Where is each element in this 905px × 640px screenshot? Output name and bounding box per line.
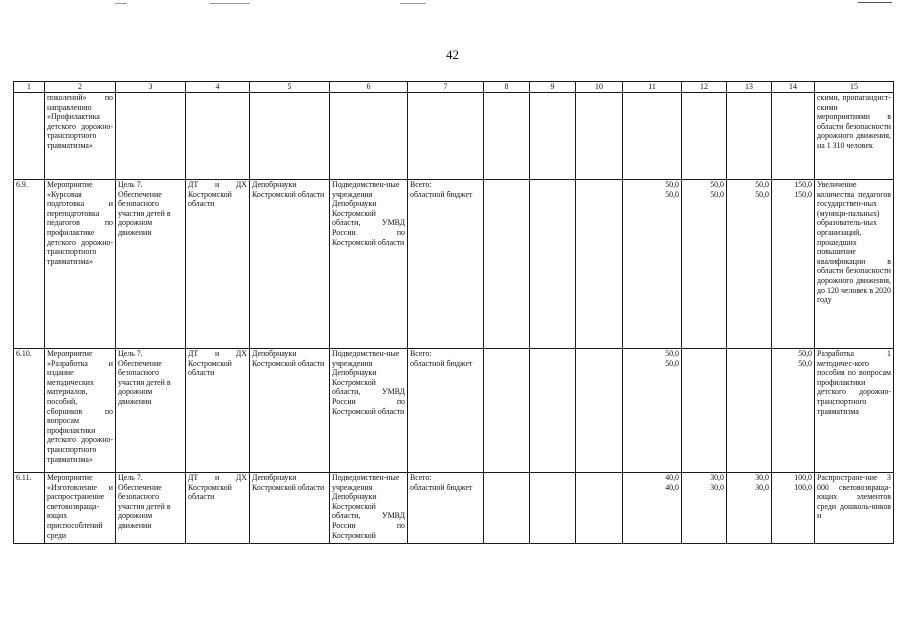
column-header: 2 <box>45 82 116 93</box>
cell-executor: Депобрнауки Костромской области <box>250 473 330 544</box>
cell-year <box>727 93 772 180</box>
cell-result: Увеличение количества педагогов государствен-ных (муници-пальных) образователь-ных организаций, прошедших повышение квалификации в области безопасности дорожного движения, до 120 человек в 2020 году <box>815 180 894 349</box>
cell-event: поколений» по направлению «Профилактика детского дорожно-транспортного травматизма» <box>45 93 116 180</box>
cell-result: скими, пропагандист-скими мероприятиями в области безопасности дорожного движения, на 1 310 человек <box>815 93 894 180</box>
cell-event: Мероприятие «Разработка и издание методических материалов, пособий, сборников по вопросам профилактики детского дорожно-транспортного травматизма» <box>45 349 116 473</box>
page-number: 42 <box>446 47 459 62</box>
cell-partner: Подведомствен-ные учреждения Депобрнауки Костромской области, УМВД России по Костромской <box>330 473 408 544</box>
table-row <box>14 473 894 544</box>
cell-executor <box>250 93 330 180</box>
cell-coordinator: ДТ и ДХ Костромской области <box>186 180 250 349</box>
cell-year <box>530 349 576 473</box>
column-header: 12 <box>682 82 727 93</box>
source-total-label: Всего: <box>410 180 432 189</box>
column-header: 13 <box>727 82 772 93</box>
cell-year <box>682 180 727 349</box>
cell-year <box>530 93 576 180</box>
cell-num: 6.11. <box>14 473 45 544</box>
cell-num: 6.10. <box>14 349 45 473</box>
column-header: 8 <box>484 82 530 93</box>
cell-partner <box>330 93 408 180</box>
cell-year <box>576 93 623 180</box>
value-total: 50,0 <box>755 180 769 189</box>
value-budget: 50,0 <box>798 358 812 368</box>
cell-year <box>623 349 682 473</box>
cell-year <box>484 180 530 349</box>
cell-total <box>772 93 815 180</box>
header-row <box>14 82 894 93</box>
cell-total <box>772 473 815 544</box>
cell-goal: Цель 7. Обеспечение безопасного участия детей в дорожном движении <box>116 349 186 473</box>
table-row <box>14 180 894 349</box>
value-total: 30,0 <box>710 473 724 482</box>
source-total-label: Всего: <box>410 473 432 482</box>
cell-year <box>484 93 530 180</box>
cell-year <box>727 349 772 473</box>
cell-total <box>772 180 815 349</box>
cell-goal: Цель 7. Обеспечение безопасного участия детей в дорожном движении <box>116 473 186 544</box>
cell-year <box>484 473 530 544</box>
cell-year <box>530 180 576 349</box>
source-budget-label: областной бюджет <box>410 189 473 199</box>
cell-event: Мероприятие «Курсовая подготовка и переподготовка педагогов по профилактике детского дорожно-транспортного травматизма» <box>45 180 116 349</box>
cell-source <box>408 473 484 544</box>
value-total: 50,0 <box>798 349 812 358</box>
cell-year <box>682 473 727 544</box>
cell-year <box>530 473 576 544</box>
cell-year <box>727 473 772 544</box>
column-header: 11 <box>623 82 682 93</box>
scan-mark <box>858 2 892 3</box>
column-header: 6 <box>330 82 408 93</box>
value-budget: 150,0 <box>794 189 812 199</box>
source-budget-label: областной бюджет <box>410 482 473 492</box>
value-budget: 30,0 <box>710 482 724 492</box>
cell-result: Разработка 1 методичес-кого пособия по вопросам профилактики детского дорожно-транспортного травматизма <box>815 349 894 473</box>
scan-mark <box>210 3 250 4</box>
cell-year <box>682 93 727 180</box>
cell-year <box>727 180 772 349</box>
column-header: 1 <box>14 82 45 93</box>
cell-partner: Подведомствен-ные учреждения Депобрнауки Костромской области, УМВД России по Костромской области <box>330 180 408 349</box>
cell-result: Распростране-ние 3 000 световозвраща-ющих элементов среди дошколь-ников и <box>815 473 894 544</box>
cell-year <box>484 349 530 473</box>
source-total-label: Всего: <box>410 349 432 358</box>
cell-year <box>623 180 682 349</box>
cell-event: Мероприятие «Изготовление и распространение световозвраща-ющих приспособлений среди <box>45 473 116 544</box>
value-total: 100,0 <box>794 473 812 482</box>
value-budget: 30,0 <box>755 482 769 492</box>
value-total: 50,0 <box>665 349 679 358</box>
value-total: 40,0 <box>665 473 679 482</box>
value-budget: 50,0 <box>755 189 769 199</box>
scan-mark <box>400 3 426 4</box>
value-total: 50,0 <box>710 180 724 189</box>
value-total: 50,0 <box>665 180 679 189</box>
cell-executor: Депобрнауки Костромской области <box>250 349 330 473</box>
column-header: 9 <box>530 82 576 93</box>
cell-goal <box>116 93 186 180</box>
source-budget-label: областной бюджет <box>410 358 473 368</box>
value-budget: 50,0 <box>665 189 679 199</box>
value-total: 30,0 <box>755 473 769 482</box>
cell-year <box>623 93 682 180</box>
column-header: 14 <box>772 82 815 93</box>
table-row-continuation <box>14 93 894 180</box>
column-header: 7 <box>408 82 484 93</box>
value-budget: 40,0 <box>665 482 679 492</box>
column-header: 5 <box>250 82 330 93</box>
scan-mark <box>115 3 127 4</box>
cell-year <box>576 180 623 349</box>
column-header: 3 <box>116 82 186 93</box>
value-budget: 50,0 <box>665 358 679 368</box>
cell-year <box>576 473 623 544</box>
cell-num <box>14 93 45 180</box>
cell-year <box>576 349 623 473</box>
cell-partner: Подведомствен-ные учреждения Депобрнауки Костромской области, УМВД России по Костромской области <box>330 349 408 473</box>
cell-year <box>623 473 682 544</box>
cell-total <box>772 349 815 473</box>
cell-source <box>408 93 484 180</box>
cell-coordinator <box>186 93 250 180</box>
cell-coordinator: ДТ и ДХ Костромской области <box>186 473 250 544</box>
value-budget: 100,0 <box>794 482 812 492</box>
cell-coordinator: ДТ и ДХ Костромской области <box>186 349 250 473</box>
value-budget: 50,0 <box>710 189 724 199</box>
column-header: 4 <box>186 82 250 93</box>
table-row <box>14 349 894 473</box>
cell-executor: Депобрнауки Костромской области <box>250 180 330 349</box>
value-total: 150,0 <box>794 180 812 189</box>
cell-num: 6.9. <box>14 180 45 349</box>
column-header: 10 <box>576 82 623 93</box>
cell-year <box>682 349 727 473</box>
cell-goal: Цель 7. Обеспечение безопасного участия детей в дорожном движении <box>116 180 186 349</box>
program-table <box>13 81 894 544</box>
cell-source <box>408 180 484 349</box>
column-header: 15 <box>815 82 894 93</box>
cell-source <box>408 349 484 473</box>
